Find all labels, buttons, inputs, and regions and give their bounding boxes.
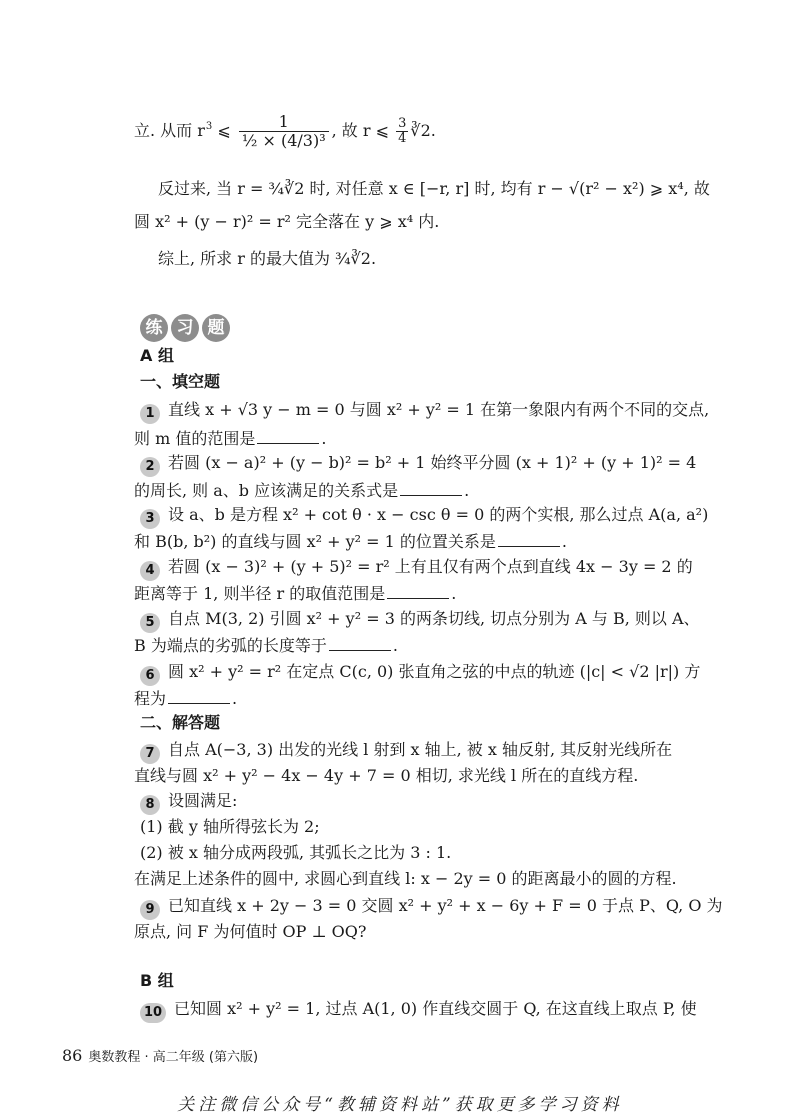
- heading-badge: 练: [140, 314, 168, 342]
- answer-section-heading: 二、解答题: [140, 713, 221, 732]
- question-number: 1: [140, 404, 160, 424]
- fraction-denominator: 4: [398, 131, 407, 146]
- fraction-three-quarters: [396, 117, 408, 146]
- proof-line-3: 圆 x² + (y − r)² = r² 完全落在 y ⩾ x⁴ 内.: [134, 212, 440, 231]
- fraction: [239, 113, 329, 150]
- question-6-line-1: [140, 661, 700, 686]
- answer-blank: [498, 530, 560, 547]
- heading-badge: 题: [202, 314, 230, 342]
- question-7-line-2: 直线与圆 x² + y² − 4x − 4y + 7 = 0 相切, 求光线 l 所在的直线方程.: [134, 766, 639, 785]
- period: .: [561, 532, 567, 551]
- question-number: 7: [140, 744, 160, 764]
- question-text: 则 m 值的范围是: [134, 429, 256, 448]
- period: .: [451, 584, 457, 603]
- exercise-heading: [140, 314, 233, 342]
- superscript: 3: [205, 121, 213, 132]
- book-title: 奥数教程 · 高二年级 (第六版): [88, 1050, 259, 1065]
- question-4-line-1: [140, 556, 693, 581]
- period: .: [464, 481, 470, 500]
- proof-text: 立. 从而 r: [134, 121, 205, 140]
- proof-text: ⩽: [212, 121, 236, 140]
- question-8-line-1: [140, 790, 237, 815]
- question-5-line-1: [140, 608, 700, 633]
- question-text: 设圆满足:: [168, 791, 238, 810]
- question-8-condition-1: (1) 截 y 轴所得弦长为 2;: [140, 817, 320, 836]
- question-text: 和 B(b, b²) 的直线与圆 x² + y² = 1 的位置关系是: [134, 532, 496, 551]
- question-text: 若圆 (x − a)² + (y − b)² = b² + 1 始终平分圆 (x + 1)² + (y + 1)² = 4: [168, 453, 697, 472]
- page-footer: [62, 1046, 258, 1065]
- question-10-line-1: [140, 998, 697, 1023]
- question-3-line-2: [134, 530, 567, 553]
- question-number: 5: [140, 613, 160, 633]
- heading-badge: 习: [171, 314, 199, 342]
- question-text: 自点 A(−3, 3) 出发的光线 l 射到 x 轴上, 被 x 轴反射, 其反射光线所在: [168, 740, 673, 759]
- period: .: [232, 689, 238, 708]
- question-text: 程为: [134, 689, 167, 708]
- question-number: 4: [140, 561, 160, 581]
- question-9-line-2: 原点, 问 F 为何值时 OP ⊥ OQ?: [134, 922, 367, 941]
- question-text: 自点 M(3, 2) 引圆 x² + y² = 3 的两条切线, 切点分别为 A 与 B, 则以 A、: [168, 609, 700, 628]
- question-number: 3: [140, 509, 160, 529]
- question-text: 若圆 (x − 3)² + (y + 5)² = r² 上有且仅有两个点到直线 4x − 3y = 2 的: [168, 557, 693, 576]
- question-1-line-1: [140, 399, 709, 424]
- question-2-line-2: [134, 479, 469, 502]
- question-text: 的周长, 则 a、b 应该满足的关系式是: [134, 481, 399, 500]
- question-number: 8: [140, 795, 160, 815]
- answer-blank: [329, 634, 391, 651]
- answer-blank: [400, 479, 462, 496]
- question-6-line-2: [134, 687, 237, 710]
- question-8-line-4: 在满足上述条件的圆中, 求圆心到直线 l: x − 2y = 0 的距离最小的圆的方程.: [134, 869, 677, 888]
- group-b-heading: B 组: [140, 971, 174, 990]
- question-9-line-1: [140, 895, 723, 920]
- question-4-line-2: [134, 582, 456, 605]
- period: .: [321, 429, 327, 448]
- question-1-line-2: [134, 427, 326, 450]
- proof-line-1: [134, 104, 436, 158]
- question-2-line-1: [140, 452, 696, 477]
- question-7-line-1: [140, 739, 672, 764]
- question-number: 2: [140, 457, 160, 477]
- fill-in-section-heading: 一、填空题: [140, 372, 221, 391]
- question-text: 设 a、b 是方程 x² + cot θ · x − csc θ = 0 的两个实根, 那么过点 A(a, a²): [168, 505, 709, 524]
- page-number: 86: [62, 1046, 83, 1065]
- question-text: 直线 x + √3 y − m = 0 与圆 x² + y² = 1 在第一象限内有两个不同的交点,: [168, 400, 710, 419]
- proof-text: .: [430, 121, 436, 140]
- fraction-numerator: 1: [239, 113, 329, 132]
- question-8-condition-2: (2) 被 x 轴分成两段弧, 其弧长之比为 3 : 1.: [140, 843, 452, 862]
- fraction-denominator: ½ × (4/3)³: [241, 131, 326, 150]
- answer-blank: [257, 427, 319, 444]
- proof-line-2: 反过来, 当 r = ¾∛2 时, 对任意 x ∈ [−r, r] 时, 均有 r − √(r² − x²) ⩾ x⁴, 故: [158, 179, 710, 198]
- watermark-text: 关注微信公众号“教辅资料站”获取更多学习资料: [177, 1095, 623, 1115]
- question-number: 10: [140, 1003, 166, 1023]
- question-text: 已知圆 x² + y² = 1, 过点 A(1, 0) 作直线交圆于 Q, 在这直线上取点 P, 使: [174, 999, 697, 1018]
- proof-line-4: 综上, 所求 r 的最大值为 ¾∛2.: [158, 249, 377, 268]
- question-text: 距离等于 1, 则半径 r 的取值范围是: [134, 584, 386, 603]
- fraction-numerator: 3: [398, 116, 407, 131]
- question-number: 6: [140, 666, 160, 686]
- question-text: 圆 x² + y² = r² 在定点 C(c, 0) 张直角之弦的中点的轨迹 (|c| < √2 |r|) 方: [168, 662, 701, 681]
- answer-blank: [387, 582, 449, 599]
- question-text: 已知直线 x + 2y − 3 = 0 交圆 x² + y² + x − 6y + F = 0 于点 P、Q, O 为: [168, 896, 723, 915]
- proof-text: , 故 r ⩽: [331, 121, 395, 140]
- period: .: [392, 636, 398, 655]
- answer-blank: [168, 687, 230, 704]
- cube-root: ∛2: [410, 121, 431, 140]
- question-3-line-1: [140, 504, 708, 529]
- group-a-heading: A 组: [140, 346, 174, 365]
- question-number: 9: [140, 900, 160, 920]
- question-text: B 为端点的劣弧的长度等于: [134, 636, 327, 655]
- question-5-line-2: [134, 634, 398, 657]
